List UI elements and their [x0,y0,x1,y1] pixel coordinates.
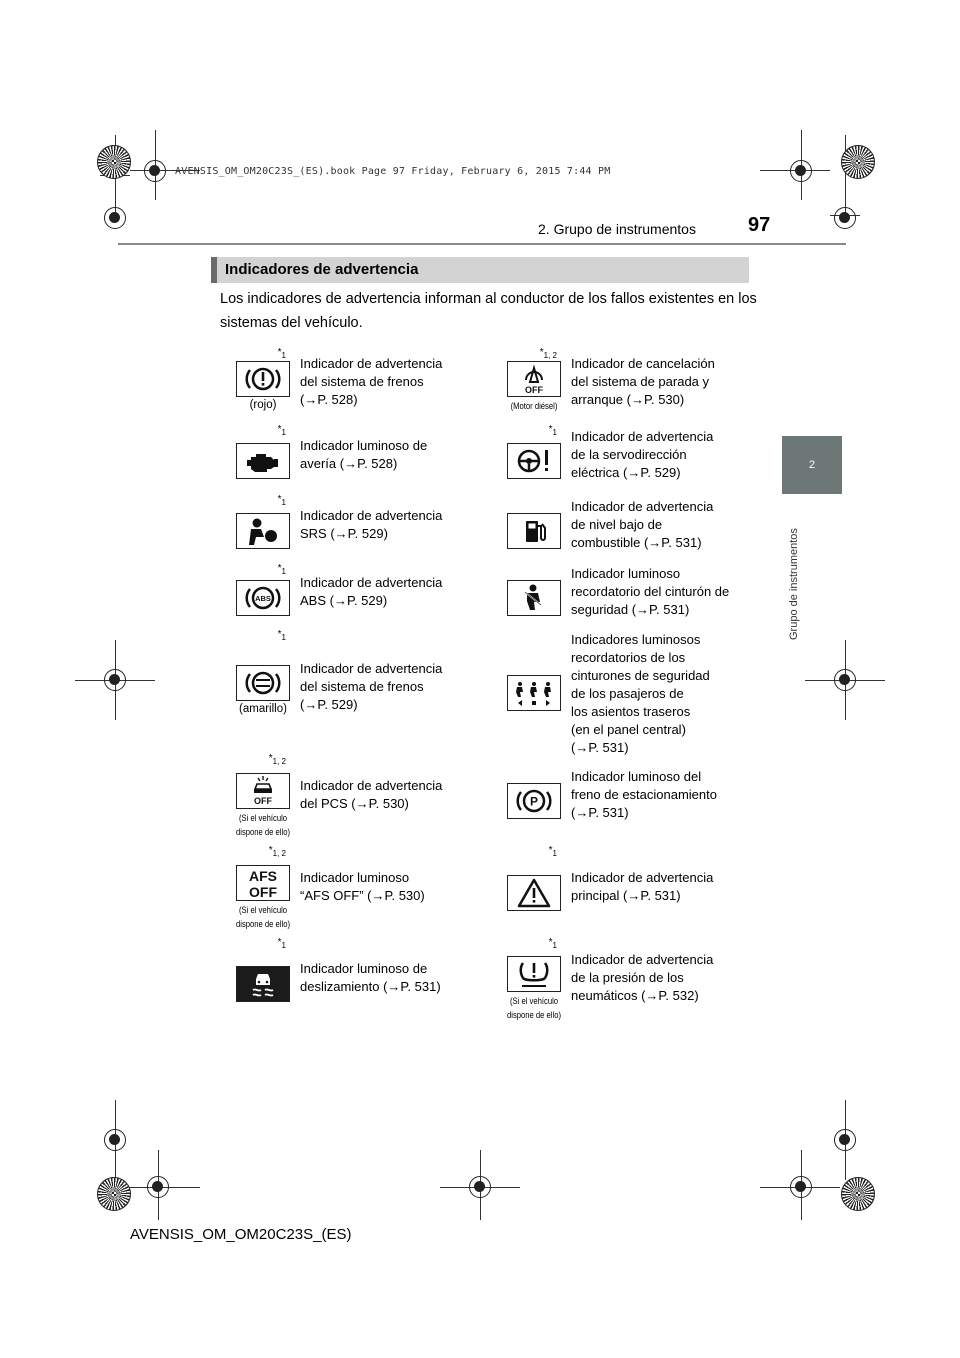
indicator-description: Indicador de advertencia SRS (→P. 529) [300,508,443,541]
svg-text:P: P [529,794,539,809]
indicator-row [212,422,754,492]
indicator-entry [483,843,754,935]
indicator-description: Indicador luminoso “AFS OFF” (→P. 530) [300,870,425,903]
svg-text:OFF: OFF [525,385,543,395]
indicator-description: Indicador de advertencia del PCS (→P. 530) [300,778,443,811]
indicator-entry [483,422,754,492]
indicator-description: Indicador de advertencia del sistema de frenos (→P. 528) [300,356,443,407]
indicator-entry [212,935,483,1025]
indicator-entry [212,627,483,751]
footnote-marker: $*_{1, 2}$ [268,845,286,858]
footnote-marker: $*_1$ [548,424,557,437]
footnote-marker: $*_{1, 2}$ [268,753,286,766]
indicator-entry [212,345,483,422]
indicator-entry [212,843,483,935]
indicator-description: Indicador luminoso recordatorio del cinturón de seguridad (→P. 531) [571,566,730,617]
intro-paragraph: Los indicadores de advertencia informan al conductor de los fallos existentes en los sistemas del vehículo. [220,291,757,331]
footnote-marker: $*_1$ [277,494,286,507]
section-title: 2. Grupo de instrumentos [538,221,696,237]
section-heading: Indicadores de advertencia [211,257,749,283]
indicator-entry [483,492,754,561]
indicator-row [212,561,754,627]
indicator-description: Indicador de cancelación del sistema de parada y arranque (→P. 530) [571,356,715,407]
indicator-row [212,345,754,422]
indicator-entry [483,561,754,627]
indicator-entry [483,935,754,1025]
brake-warning-icon [236,361,290,397]
indicator-sublabel: (Si el vehículo dispone de ello) [506,996,562,1020]
indicator-entry [212,751,483,843]
parking-brake-icon [507,783,561,819]
low-fuel-icon [507,513,561,549]
footnote-marker: $*_1$ [277,629,286,642]
indicator-description: Indicador de advertencia ABS (→P. 529) [300,575,443,608]
footnote-marker: $*_1$ [548,845,557,858]
seatbelt-reminder-icon [507,580,561,616]
indicator-description: Indicador luminoso del freno de estacionamiento (→P. 531) [571,769,717,820]
indicator-sublabel: (amarillo) [239,703,287,715]
svg-text:OFF: OFF [249,884,277,900]
power-steering-warning-icon [507,443,561,479]
footnote-marker: $*_1$ [277,563,286,576]
abs-warning-icon [236,580,290,616]
footnote-marker: $*_1$ [277,424,286,437]
footnote-marker: $*_{1, 2}$ [539,347,557,360]
indicator-description: Indicador luminoso de deslizamiento (→P. 531) [300,961,441,994]
indicator-description: Indicador de advertencia del sistema de frenos (→P. 529) [300,661,443,712]
indicator-entry [212,561,483,627]
engine-malfunction-icon [236,443,290,479]
indicator-description: Indicador de advertencia de la presión de los neumáticos (→P. 532) [571,952,714,1003]
brake-warning-amber-icon [236,665,290,701]
indicator-description: Indicador de advertencia de nivel bajo de combustible (→P. 531) [571,499,714,550]
indicator-table [212,345,754,1025]
page-number: 97 [748,214,771,236]
footnote-marker: $*_1$ [277,937,286,950]
indicator-entry [212,422,483,492]
indicator-row [212,843,754,935]
footer-code: AVENSIS_OM_OM20C23S_(ES) [130,1226,352,1243]
svg-text:ABS: ABS [255,594,271,603]
indicator-entry [483,627,754,755]
indicator-description: Indicador de advertencia principal (→P. 531) [571,870,714,903]
indicator-row [212,627,754,755]
pcs-off-icon [236,773,290,809]
indicator-description: Indicadores luminosos recordatorios de los cinturones de seguridad de los pasajeros de los asientos traseros (en el panel central) (→P. 531) [571,632,710,755]
footnote-marker: $*_1$ [277,347,286,360]
footnote-marker: $*_1$ [548,937,557,950]
stop-start-off-icon [507,361,561,397]
master-warning-icon [507,875,561,911]
tire-pressure-warning-icon [507,956,561,992]
srs-airbag-icon [236,513,290,549]
indicator-description: Indicador luminoso de avería (→P. 528) [300,438,428,471]
side-tab-number: 2 [782,436,842,494]
indicator-entry [212,492,483,561]
indicator-entry [483,345,754,422]
indicator-row [212,492,754,561]
indicator-sublabel: (rojo) [249,399,277,411]
indicator-sublabel: (Motor diésel) [510,401,558,411]
indicator-sublabel: (Si el vehículo dispone de ello) [235,905,291,929]
side-tab-label: Grupo de instrumentos [788,528,800,640]
svg-text:AFS: AFS [249,868,277,884]
rear-seatbelt-reminders-icon [507,675,561,711]
print-header: AVENSIS_OM_OM20C23S_(ES).book Page 97 Friday, February 6, 2015 7:44 PM [175,166,611,177]
afs-off-icon [236,865,290,901]
indicator-entry [483,751,754,843]
indicator-row [212,935,754,1025]
indicator-row [212,751,754,843]
indicator-sublabel: (Si el vehículo dispone de ello) [235,813,291,837]
svg-text:OFF: OFF [254,796,272,806]
indicator-description: Indicador de advertencia de la servodirección eléctrica (→P. 529) [571,429,714,480]
slip-indicator-icon [236,966,290,1002]
header-rule [118,243,846,245]
